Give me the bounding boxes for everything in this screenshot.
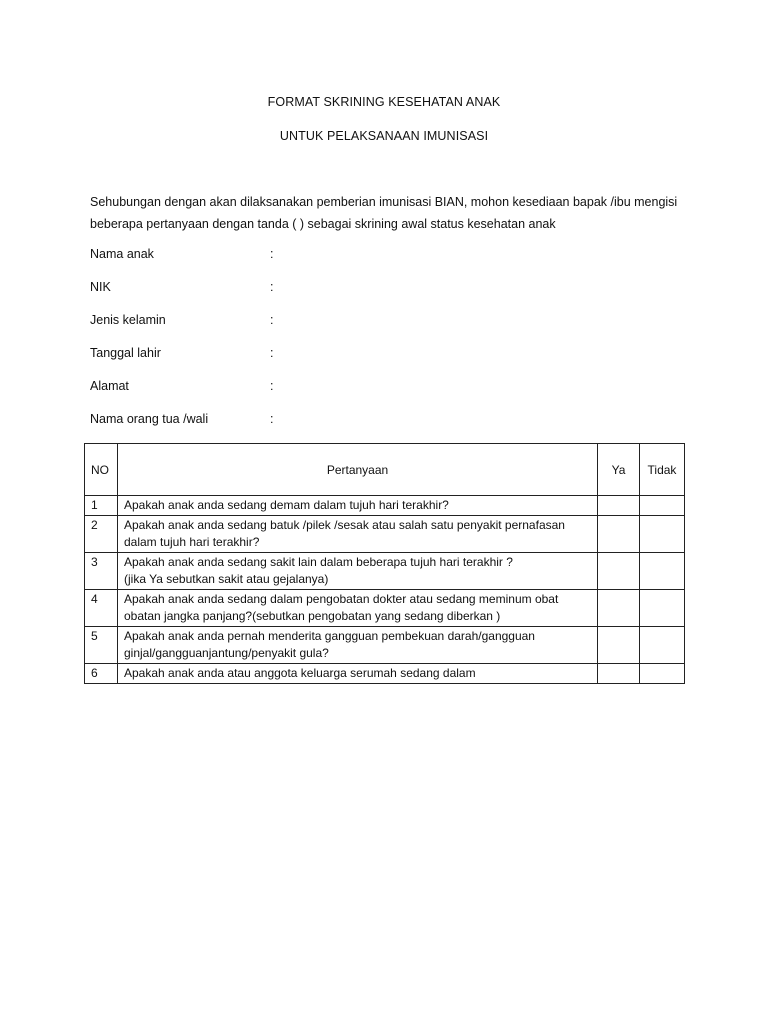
field-colon: : <box>270 313 274 327</box>
row-number: 4 <box>85 590 118 627</box>
field-colon: : <box>270 280 274 294</box>
field-tanggal-lahir <box>90 346 390 364</box>
tidak-cell[interactable] <box>639 664 684 684</box>
question-line: Apakah anak anda sedang batuk /pilek /sesak atau salah satu penyakit pernafasan <box>123 518 565 532</box>
screening-table <box>84 443 685 684</box>
tidak-checkbox[interactable] <box>646 628 678 643</box>
header-pertanyaan: Pertanyaan <box>117 444 597 496</box>
ya-checkbox[interactable] <box>604 628 633 643</box>
row-question <box>117 590 597 627</box>
field-label: Nama anak <box>90 247 154 261</box>
ya-cell[interactable] <box>598 496 640 516</box>
field-label: Alamat <box>90 379 129 393</box>
question-line: Apakah anak anda atau anggota keluarga serumah sedang dalam <box>123 666 476 680</box>
row-number: 6 <box>85 664 118 684</box>
jenis-kelamin-input[interactable] <box>284 311 588 331</box>
row-question <box>117 496 597 516</box>
ya-checkbox[interactable] <box>604 517 633 532</box>
table-row <box>85 627 685 664</box>
row-question <box>117 516 597 553</box>
field-label: Tanggal lahir <box>90 346 161 360</box>
row-question <box>117 627 597 664</box>
question-line-continued: (jika Ya sebutkan sakit atau gejalanya) <box>123 572 329 586</box>
question-line: Apakah anak anda sedang sakit lain dalam beberapa tujuh hari terakhir ? <box>123 555 513 569</box>
table-row <box>85 496 685 516</box>
ya-checkbox[interactable] <box>604 665 633 680</box>
document-title: FORMAT SKRINING KESEHATAN ANAK <box>267 95 501 109</box>
tidak-cell[interactable] <box>639 496 684 516</box>
tidak-cell[interactable] <box>639 590 684 627</box>
ya-cell[interactable] <box>598 590 640 627</box>
table-row <box>85 516 685 553</box>
intro-paragraph <box>90 191 690 235</box>
field-label: NIK <box>90 280 111 294</box>
tidak-cell[interactable] <box>639 516 684 553</box>
header-no: NO <box>85 444 118 496</box>
header-tidak: Tidak <box>639 444 684 496</box>
row-question <box>117 664 597 684</box>
field-label: Jenis kelamin <box>90 313 166 327</box>
field-colon: : <box>270 412 274 426</box>
table-row <box>85 553 685 590</box>
field-label: Nama orang tua /wali <box>90 412 209 426</box>
field-colon: : <box>270 346 274 360</box>
tidak-checkbox[interactable] <box>646 591 678 606</box>
tidak-cell[interactable] <box>639 627 684 664</box>
row-number: 1 <box>85 496 118 516</box>
ya-cell[interactable] <box>598 553 640 590</box>
question-line-continued: dalam tujuh hari terakhir? <box>123 535 260 549</box>
tidak-cell[interactable] <box>639 553 684 590</box>
question-line-continued: ginjal/gangguanjantung/penyakit gula? <box>123 646 329 660</box>
field-colon: : <box>270 247 274 261</box>
ya-cell[interactable] <box>598 627 640 664</box>
ya-cell[interactable] <box>598 516 640 553</box>
row-number: 2 <box>85 516 118 553</box>
header-ya: Ya <box>598 444 640 496</box>
field-nik <box>90 280 390 298</box>
question-line: Apakah anak anda sedang demam dalam tujuh hari terakhir? <box>123 498 449 512</box>
intro-line-1: Sehubungan dengan akan dilaksanakan pemberian imunisasi BIAN, mohon kesediaan bapak /ibu mengisi <box>90 195 678 209</box>
tidak-checkbox[interactable] <box>646 665 678 680</box>
tidak-checkbox[interactable] <box>646 517 678 532</box>
question-line-continued: obatan jangka panjang?(sebutkan pengobatan yang sedang diberkan ) <box>123 609 501 623</box>
tidak-checkbox[interactable] <box>646 497 678 512</box>
document-subtitle: UNTUK PELAKSANAAN IMUNISASI <box>279 129 489 143</box>
field-alamat <box>90 379 390 397</box>
row-question <box>117 553 597 590</box>
table-row <box>85 590 685 627</box>
row-number: 3 <box>85 553 118 590</box>
alamat-input[interactable] <box>284 377 588 397</box>
row-number: 5 <box>85 627 118 664</box>
field-nama-orang-tua <box>90 412 390 430</box>
ya-cell[interactable] <box>598 664 640 684</box>
field-colon: : <box>270 379 274 393</box>
table-row <box>85 664 685 684</box>
tanggal-lahir-input[interactable] <box>284 344 588 364</box>
question-line: Apakah anak anda sedang dalam pengobatan dokter atau sedang meminum obat <box>123 592 559 606</box>
ya-checkbox[interactable] <box>604 554 633 569</box>
field-jenis-kelamin <box>90 313 390 331</box>
field-nama-anak <box>90 247 390 265</box>
intro-line-2: beberapa pertanyaan dengan tanda ( ) sebagai skrining awal status kesehatan anak <box>90 217 556 231</box>
nama-anak-input[interactable] <box>284 245 588 265</box>
ya-checkbox[interactable] <box>604 497 633 512</box>
ya-checkbox[interactable] <box>604 591 633 606</box>
nik-input[interactable] <box>284 278 588 298</box>
nama-orang-tua-input[interactable] <box>284 410 588 430</box>
question-line: Apakah anak anda pernah menderita gangguan pembekuan darah/gangguan <box>123 629 535 643</box>
table-header-row <box>85 444 685 496</box>
tidak-checkbox[interactable] <box>646 554 678 569</box>
